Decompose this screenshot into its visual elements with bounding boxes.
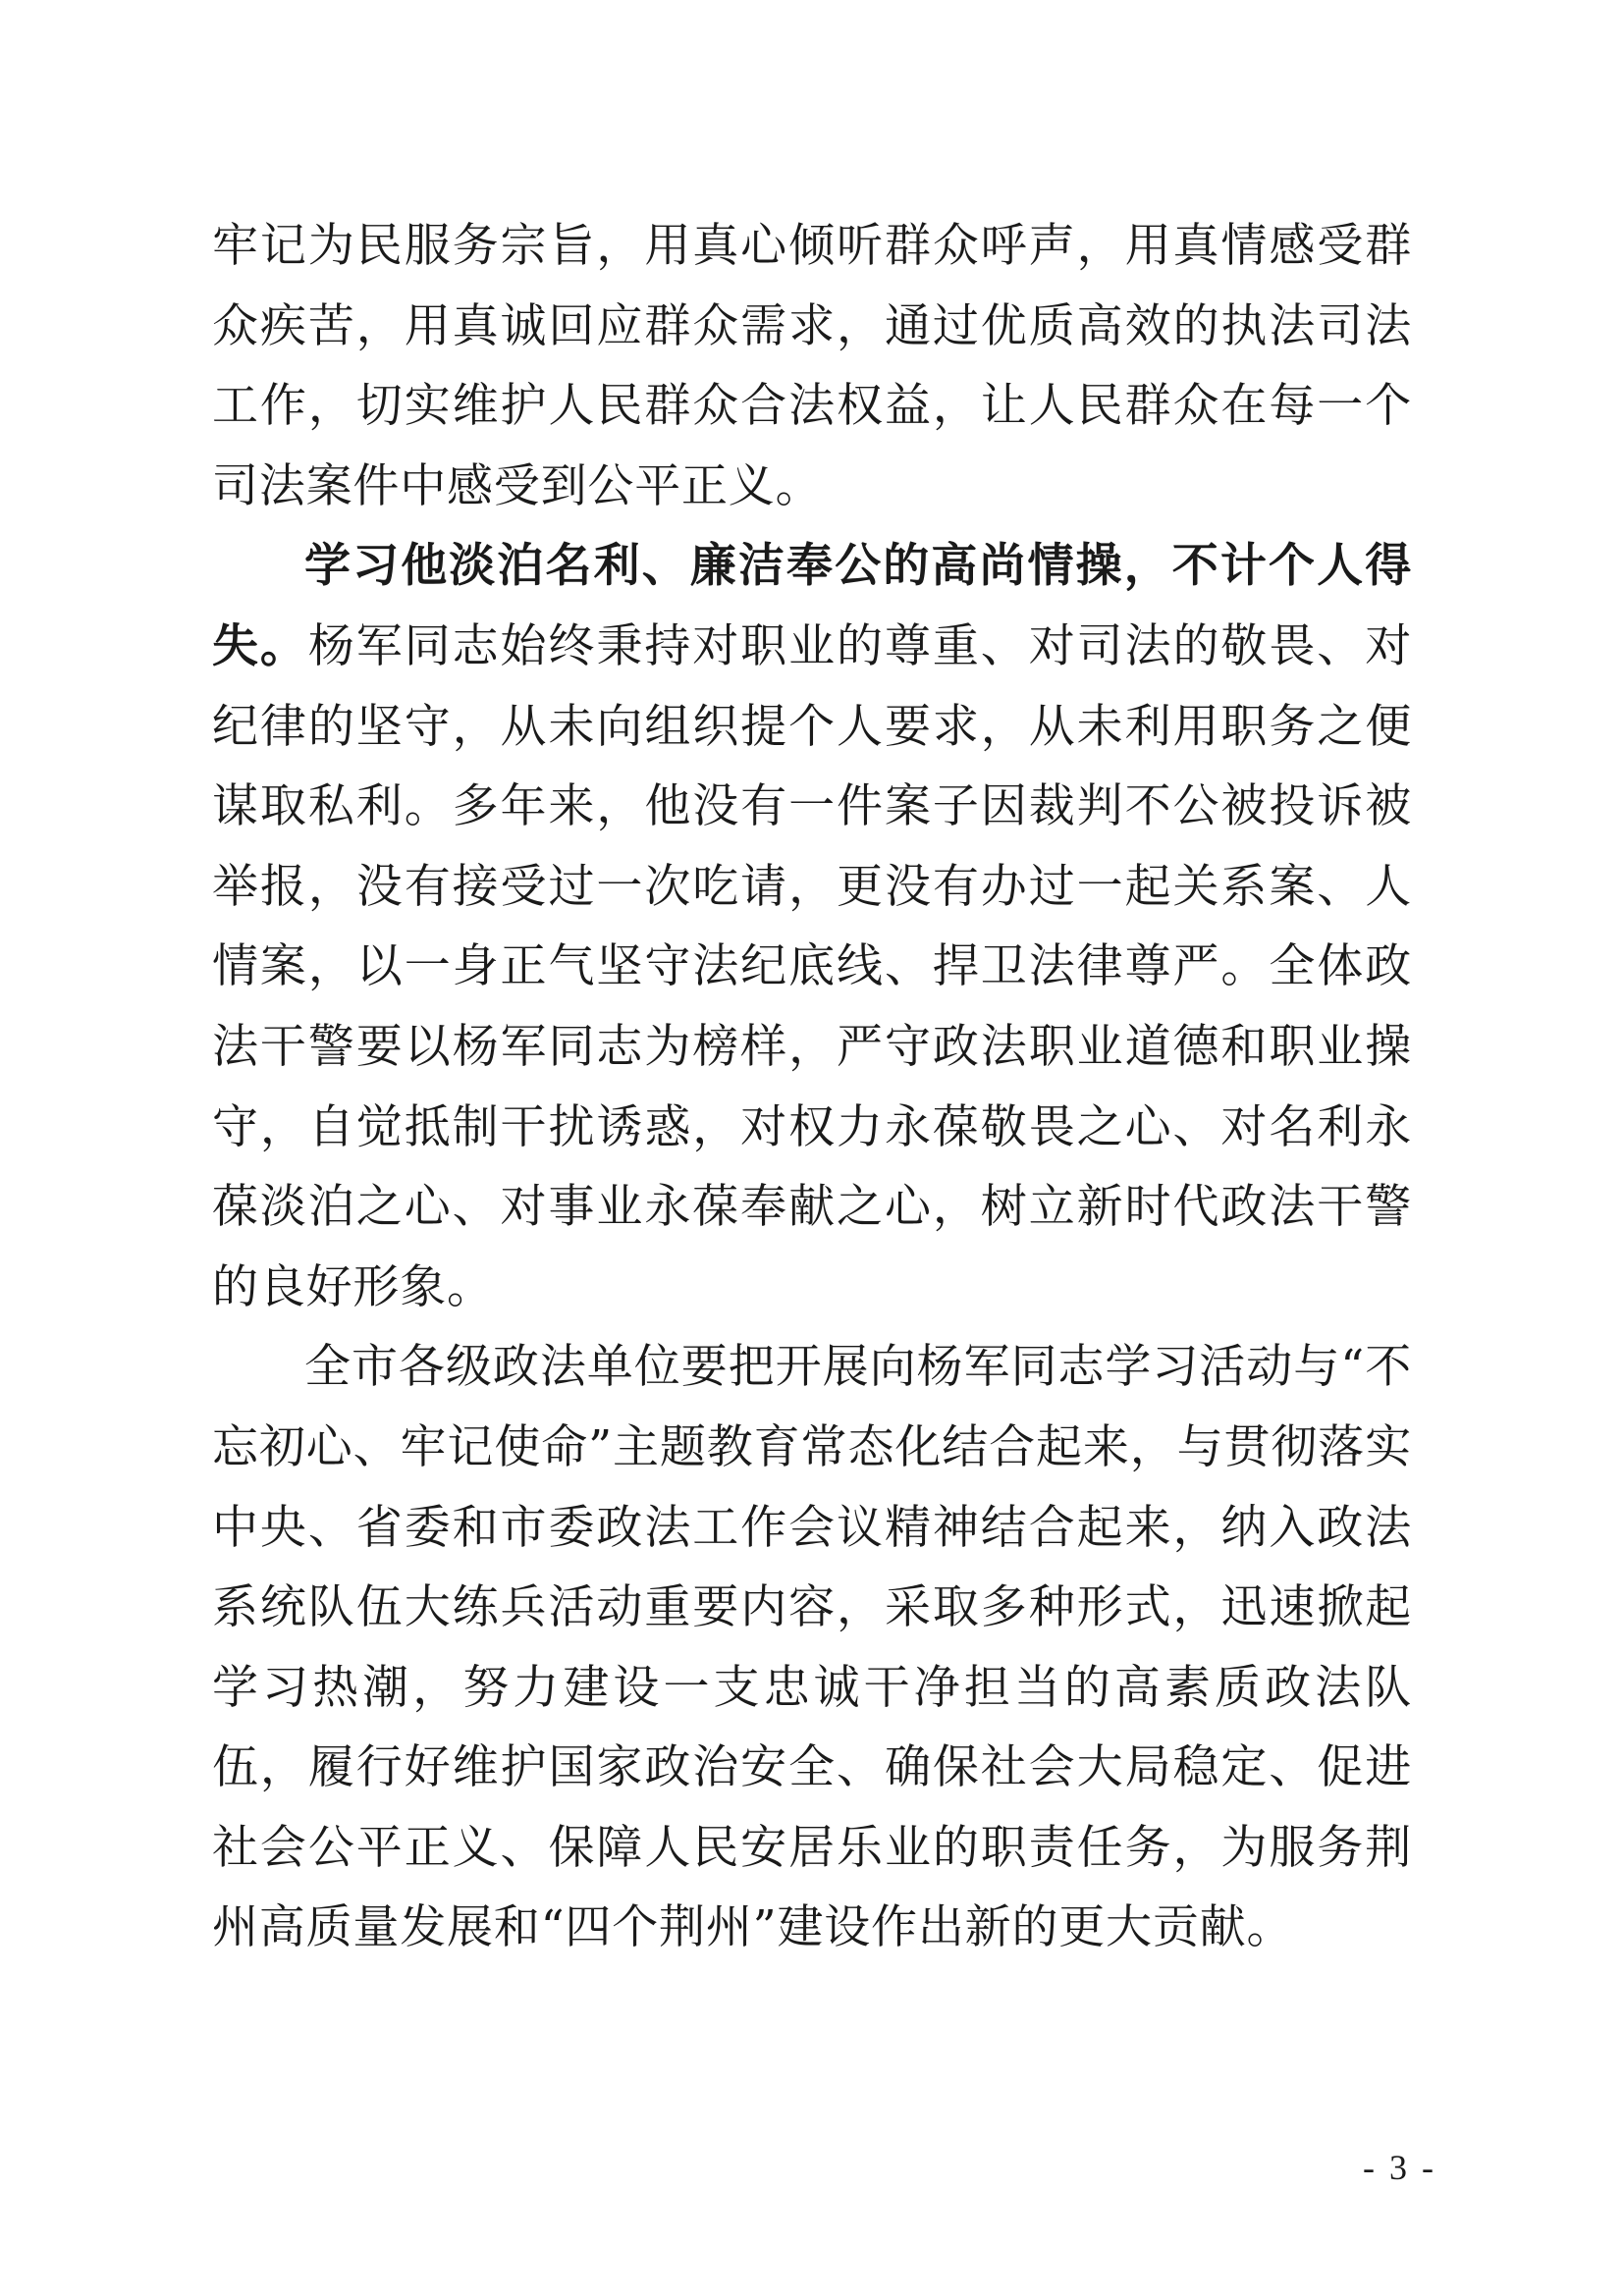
paragraph-1-text: 牢记为民服务宗旨，用真心倾听群众呼声，用真情感受群众疾苦，用真诚回应群众需求，通过优质高效的执法司法工作，切实维护人民群众合法权益，让人民群众在每一个司法案件中感受到公平正义。 — [212, 219, 1412, 513]
paragraph-3 — [212, 1327, 1412, 1968]
page-number: - 3 - — [1363, 2148, 1436, 2187]
body-text — [212, 206, 1412, 1968]
paragraph-2-text: 杨军同志始终秉持对职业的尊重、对司法的敬畏、对纪律的坚守，从未向组织提个人要求，从未利用职务之便谋取私利。多年来，他没有一件案子因裁判不公被投诉被举报，没有接受过一次吃请，更没有办过一起关系案、人情案，以一身正气坚守法纪底线、捍卫法律尊严。全体政法干警要以杨军同志为榜样，严守政法职业道德和职业操守，自觉抵制干扰诱惑，对权力永葆敬畏之心、对名利永葆淡泊之心、对事业永葆奉献之心，树立新时代政法干警的良好形象。 — [212, 618, 1412, 1314]
paragraph-2-lead: 学习他淡泊名利、廉洁奉公的高尚情操，不计个人得失。 — [212, 539, 1412, 673]
paragraph-1 — [212, 206, 1412, 526]
paragraph-3-text: 全市各级政法单位要把开展向杨军同志学习活动与“不忘初心、牢记使命”主题教育常态化结合起来，与贯彻落实中央、省委和市委政法工作会议精神结合起来，纳入政法系统队伍大练兵活动重要内容，采取多种形式，迅速掀起学习热潮，努力建设一支忠诚干净担当的高素质政法队伍，履行好维护国家政治安全、确保社会大局稳定、促进社会公平正义、保障人民安居乐业的职责任务，为服务荆州高质量发展和“四个荆州”建设作出新的更大贡献。 — [212, 1340, 1412, 1955]
paragraph-2 — [212, 526, 1412, 1327]
